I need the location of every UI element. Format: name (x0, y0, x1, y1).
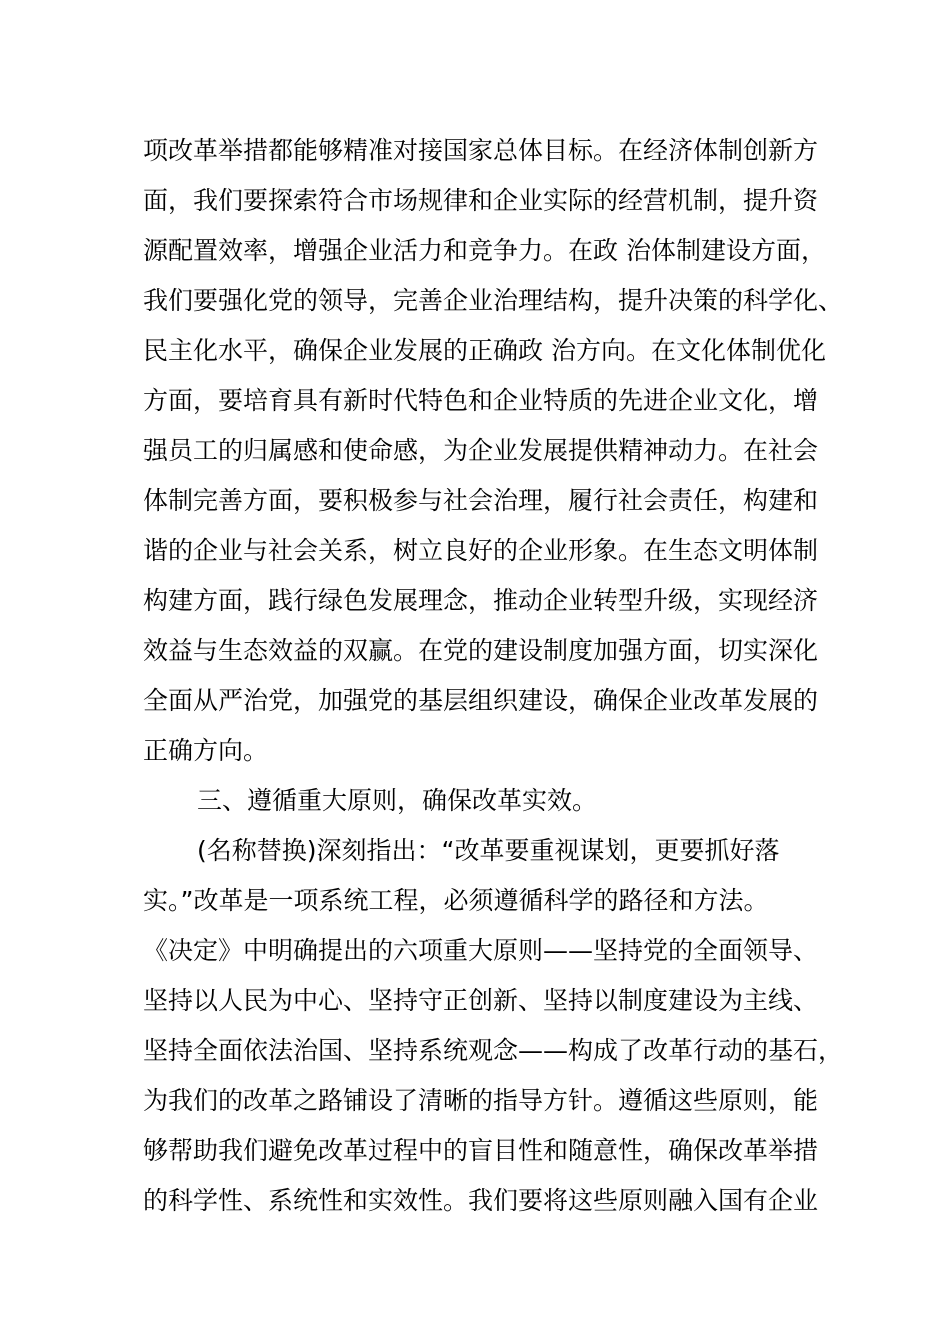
paragraph-line: 强员工的归属感和使命感，为企业发展提供精神动力。在社会 (143, 436, 819, 465)
paragraph-line: 全面从严治党，加强党的基层组织建设，确保企业改革发展的 (143, 686, 819, 715)
paragraph-line: 的科学性、系统性和实效性。我们要将这些原则融入国有企业 (143, 1186, 819, 1215)
paragraph-line: 体制完善方面，要积极参与社会治理，履行社会责任，构建和 (143, 486, 819, 515)
paragraph-line: 谐的企业与社会关系，树立良好的企业形象。在生态文明体制 (143, 536, 819, 565)
paragraph-line: 够帮助我们避免改革过程中的盲目性和随意性，确保改革举措 (143, 1136, 819, 1165)
paragraph-line: 坚持以人民为中心、坚持守正创新、坚持以制度建设为主线、 (143, 986, 819, 1015)
paragraph-line: 实。”改革是一项系统工程，必须遵循科学的路径和方法。 (143, 886, 769, 915)
paragraph-line: (名称替换)深刻指出：“改革要重视谋划，更要抓好落 (197, 836, 780, 865)
paragraph-line: 效益与生态效益的双赢。在党的建设制度加强方面，切实深化 (143, 636, 819, 665)
paragraph-line: 我们要强化党的领导，完善企业治理结构，提升决策的科学化、 (143, 286, 844, 315)
paragraph-line: 坚持全面依法治国、坚持系统观念——构成了改革行动的基石， (143, 1036, 844, 1065)
paragraph-line: 面，我们要探索符合市场规律和企业实际的经营机制，提升资 (143, 186, 819, 215)
paragraph-line: 《决定》中明确提出的六项重大原则——坚持党的全面领导、 (143, 936, 819, 965)
body-text (143, 126, 844, 1226)
paragraph-line: 方面，要培育具有新时代特色和企业特质的先进企业文化，增 (143, 386, 819, 415)
paragraph-line: 源配置效率，增强企业活力和竞争力。在政 治体制建设方面， (143, 236, 826, 265)
paragraph-line: 为我们的改革之路铺设了清晰的指导方针。遵循这些原则，能 (143, 1086, 819, 1115)
paragraph-line: 民主化水平，确保企业发展的正确政 治方向。在文化体制优化 (143, 336, 826, 365)
paragraph-line: 正确方向。 (143, 736, 269, 765)
paragraph-line: 项改革举措都能够精准对接国家总体目标。在经济体制创新方 (143, 136, 819, 165)
paragraph-line: 构建方面，践行绿色发展理念，推动企业转型升级，实现经济 (143, 586, 819, 615)
section-heading: 三、遵循重大原则，确保改革实效。 (197, 786, 598, 815)
